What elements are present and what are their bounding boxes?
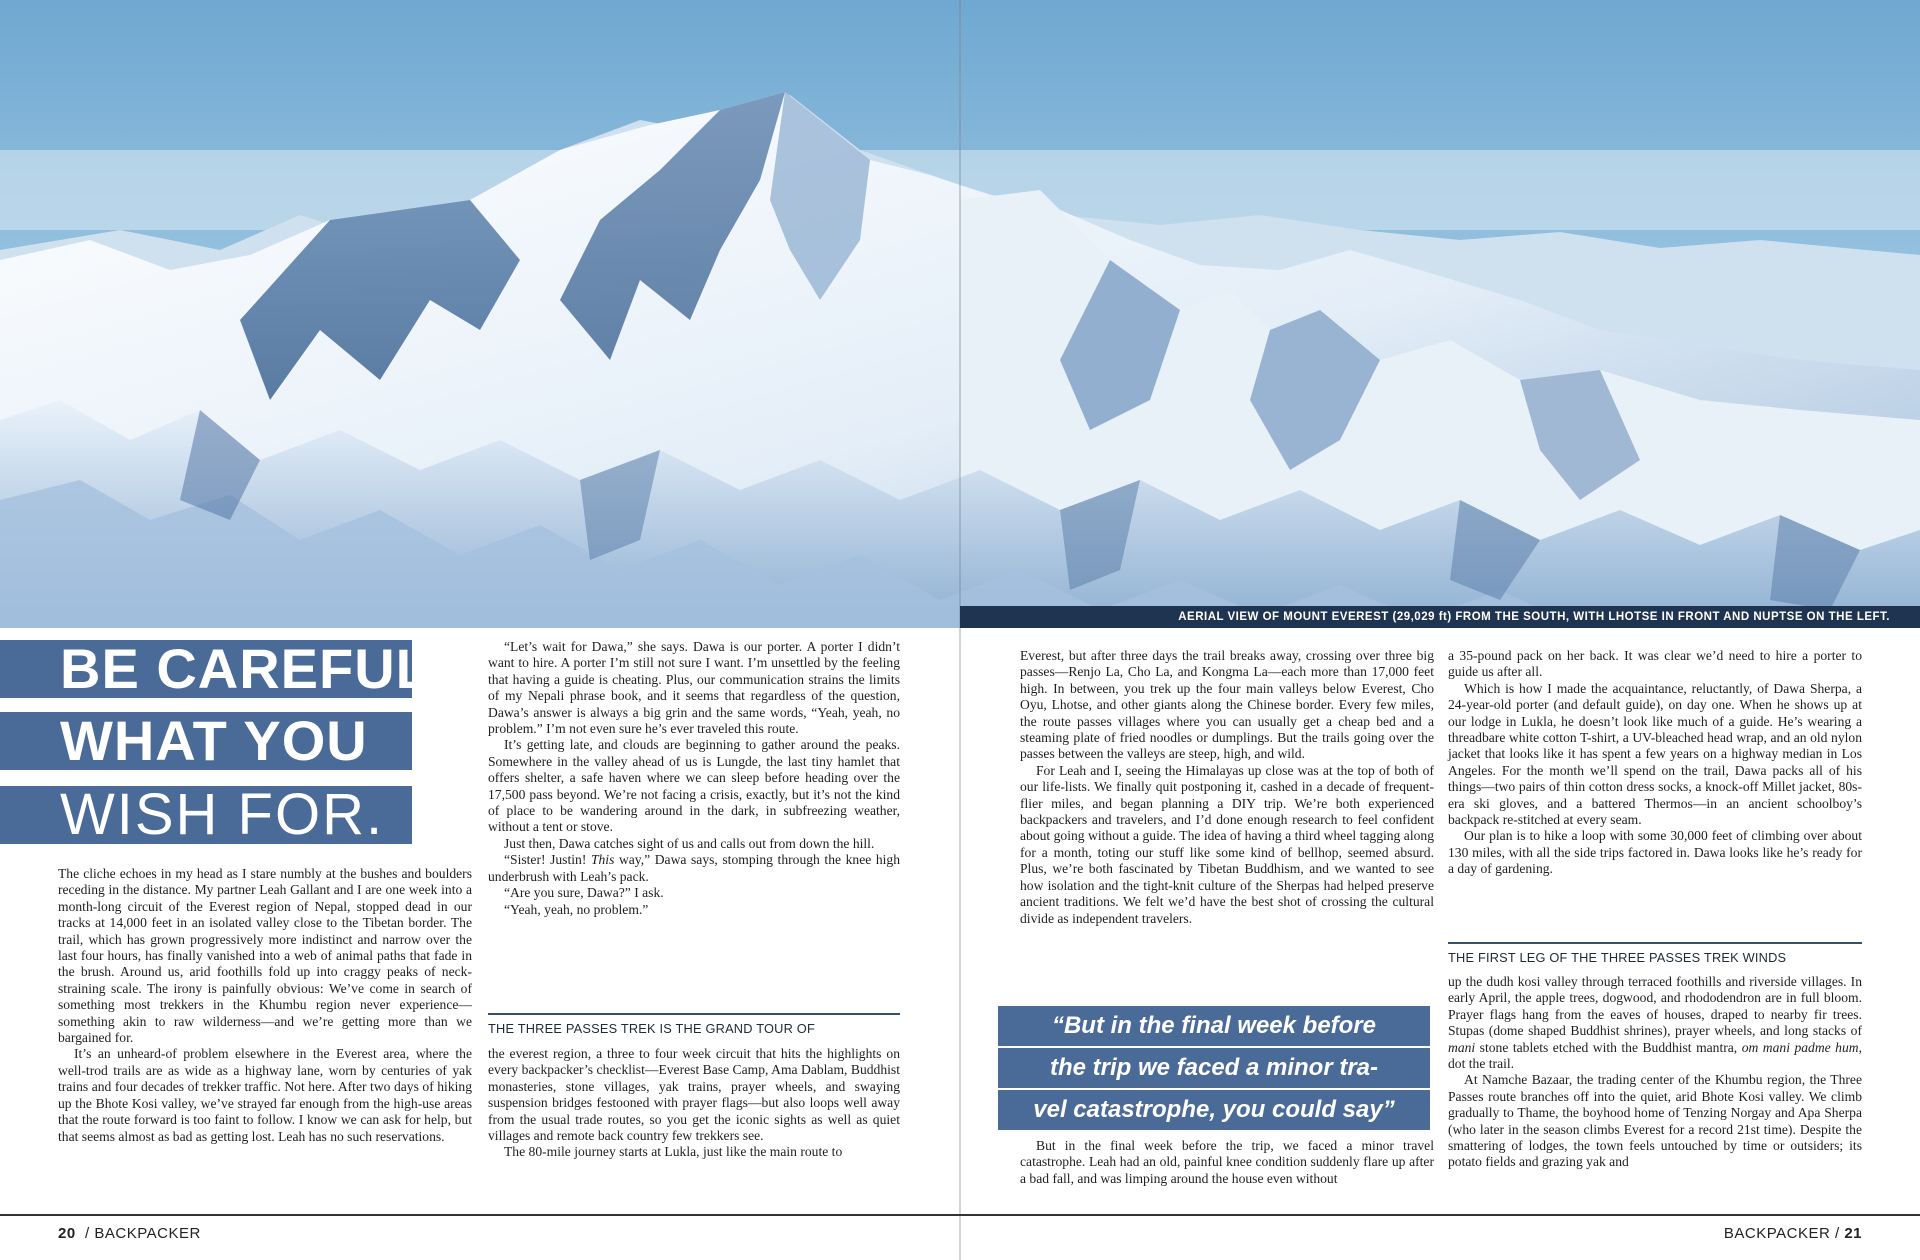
text-run: “Sister! Justin! xyxy=(504,852,591,868)
paragraph: a 35-pound pack on her back. It was clear we’d need to hire a porter to guide us after all. xyxy=(1448,648,1862,680)
text-run: way,” Dawa says, stomping through the knee high underbrush with Leah’s pack. xyxy=(488,852,900,884)
section-subhead-2: THE FIRST LEG OF THE THREE PASSES TREK WINDS xyxy=(1448,942,1862,968)
folio-separator: / xyxy=(85,1225,90,1242)
article-column-4 xyxy=(1448,648,1862,878)
article-column-2-continued xyxy=(488,1046,900,1161)
paragraph: Which is how I made the acquaintance, reluctantly, of Dawa Sherpa, a 24-year-old porter (and default guide), on day one. When he shows up at our lodge in Lukla, he doesn’t look like much of a guide. He’s wearing a threadbare white cotton T-shirt, a UV-bleached head wrap, and an old nylon jacket that looks like it has spent a few years on a highway median in Los Angeles. For the month we’ll spend on the trail, Dawa packs all of his things—two pairs of thin cotton dress socks, a knock-off Millet jacket, 80s-era ski gloves, and a battered Thermos—in an ancient schoolboy’s backpack re-stitched at every seam. xyxy=(1448,680,1862,828)
paragraph: At Namche Bazaar, the trading center of the Khumbu region, the Three Passes route branches off into the quiet, arid Bhote Kosi valley. We climb gradually to Thame, the boyhood home of Tenzing Norgay and Apa Sherpa (who later in the season climbs Everest for a record 21st time). Despite the smattering of lodges, the town feels untouched by time or outsiders; its potato fields and grazing yak and xyxy=(1448,1072,1862,1170)
paragraph: Everest, but after three days the trail breaks away, crossing over three big passes—Renjo La, Cho La, and Kongma La—each more than 17,000 feet high. In between, you trek up the four main valleys below Everest, Cho Oyu, Lhotse, and other giants along the Chinese border. Every few miles, the route passes villages where you can usually get a cheap bed and a steaming plate of fried noodles or dumplings. But the trails going over the passes between the valleys are steep, high, and wild. xyxy=(1020,648,1434,762)
emphasis: om mani padme hum xyxy=(1741,1039,1859,1055)
paragraph: Our plan is to hike a loop with some 30,000 feet of climbing over about 130 miles, with all the side trips factored in. Dawa looks like he’s ready for a day of gardening. xyxy=(1448,828,1862,877)
article-column-3-continued xyxy=(1020,1138,1434,1187)
headline-line-2: WHAT YOU xyxy=(0,712,412,770)
text-run: , dot the trail. xyxy=(1448,1039,1862,1072)
paragraph: the everest region, a three to four week circuit that hits the highlights on every backpacker’s checklist—Everest Base Camp, Ama Dablam, Buddhist monasteries, stone villages, yak trains, prayer wheels, and swaying suspension bridges festooned with prayer flags—but also loops well away from the usual trade routes, so you get the iconic sights as well as quiet villages and remote back country few trekkers see. xyxy=(488,1046,900,1144)
pull-quote-line-1: “But in the final week before xyxy=(998,1006,1430,1046)
pull-quote-line-3: vel catastrophe, you could say” xyxy=(998,1090,1430,1130)
paragraph: The 80-mile journey starts at Lukla, just like the main route to xyxy=(504,1144,843,1160)
section-subhead-1: THE THREE PASSES TREK IS THE GRAND TOUR OF xyxy=(488,1013,900,1039)
folio-left xyxy=(58,1225,201,1242)
paragraph: For Leah and I, seeing the Himalayas up close was at the top of both of our life-lists. We finally quit postponing it, cashed in a decade of frequent-flier miles, and began planning a DIY trip. We’re both experienced backpackers and travelers, and I’d done enough research to feel confident about going without a guide. The idea of having a third wheel tagging along for a month, toting our stuff like some kind of bellhop, seemed absurd. Plus, we’re both fascinated by Tibetan Buddhism, and we wanted to see how isolation and the tight-knit culture of the Sherpas had helped preserve ancient traditions. We felt we’d have the best shot of crossing the cultural divide as independent travelers. xyxy=(1020,762,1434,926)
article-column-3 xyxy=(1020,648,1434,927)
folio-separator: / xyxy=(1834,1225,1840,1242)
paragraph: It’s an unheard-of problem elsewhere in the Everest area, where the well-trod trails are as wide as a highway lane, worn by centuries of yak trains and four decades of trekker traffic. Not here. After two days of hiking up the Bhote Kosi valley, we’ve strayed far enough from the high-use areas that the route forward is too faint to follow. I know we can ask for help, but that seems almost as bad as getting lost. Leah has no such reservations. xyxy=(58,1046,472,1144)
article-column-4-continued xyxy=(1448,974,1862,1171)
headline-line-3: WISH FOR. xyxy=(0,786,412,844)
paragraph xyxy=(488,852,900,885)
article-column-1 xyxy=(58,866,472,1145)
emphasis: mani xyxy=(1448,1039,1476,1055)
headline-line-1: BE CAREFUL xyxy=(0,640,412,698)
paragraph: “Yeah, yeah, no problem.” xyxy=(504,901,649,917)
pull-quote-line-2: the trip we faced a minor tra- xyxy=(998,1048,1430,1088)
magazine-name-right: BACKPACKER xyxy=(1723,1225,1831,1242)
paragraph: Just then, Dawa catches sight of us and calls out from down the hill. xyxy=(504,835,875,851)
emphasis: This xyxy=(590,852,615,868)
paragraph: “Are you sure, Dawa?” I ask. xyxy=(504,885,664,901)
folio-right xyxy=(1724,1225,1862,1242)
paragraph: “Let’s wait for Dawa,” she says. Dawa is our porter. A porter I didn’t want to hire. A porter I’m still not sure I want. I’m unsettled by the feeling that having a guide is cheating. Plus, our communication strains the limits of my Nepali phrase book, and it seems that regardless of the question, Dawa’s answer is always a big grin and the same words, “Yeah, yeah, no problem.” I’m not even sure he’s ever traveled this route. xyxy=(488,639,900,737)
text-run: stone tablets etched with the Buddhist mantra, xyxy=(1475,1039,1742,1055)
paragraph: The cliche echoes in my head as I stare numbly at the bushes and boulders receding in the distance. My partner Leah Gallant and I are one week into a month-long circuit of the Everest region of Nepal, stopped dead in our tracks at 14,000 feet in an isolated valley close to the Tibetan border. The trail, which has grown progressively more indistinct and narrow over the last four hours, has finally vanished into a web of animal paths that fade in the brush. Around us, arid foothills fold up into craggy peaks of neck-straining scale. The irony is painfully obvious: We’ve come in search of something most trekkers in the Khumbu region never experience—something akin to raw wilderness—and we’re getting more than we bargained for. xyxy=(58,866,472,1046)
photo-caption: AERIAL VIEW OF MOUNT EVEREST (29,029 ft) FROM THE SOUTH, WITH LHOTSE IN FRONT AND NUPTSE ON THE LEFT. xyxy=(960,606,1920,628)
paragraph xyxy=(1448,974,1862,1072)
paragraph: But in the final week before the trip, we faced a minor travel catastrophe. Leah had an old, painful knee condition suddenly flare up after a bad fall, and was limping around the house even without xyxy=(1020,1138,1434,1186)
page-number-right: 21 xyxy=(1844,1225,1862,1242)
article-column-2 xyxy=(488,639,900,918)
text-run: up the dudh kosi valley through terraced foothills and riverside villages. In early April, the apple trees, dogwood, and rhododendron are in full bloom. Prayer flags hang from the eaves of houses, draped to nearby fir trees. Stupas (dome shaped Buddhist shrines), prayer wheels, and long stacks of xyxy=(1448,974,1862,1039)
footer-rule xyxy=(0,1214,1920,1216)
page-gutter xyxy=(959,0,961,1260)
page-number-left: 20 xyxy=(58,1225,76,1242)
magazine-name-left: BACKPACKER xyxy=(94,1225,201,1242)
paragraph: It’s getting late, and clouds are beginning to gather around the peaks. Somewhere in the valley ahead of us is Lungde, the last tiny hamlet that offers shelter, a safe haven where we can sleep before heading over the 17,500 pass beyond. We’re not facing a crisis, exactly, but it’s not the kind of place to be wandering around in the dark, in subfreezing weather, without a tent or stove. xyxy=(488,737,900,835)
